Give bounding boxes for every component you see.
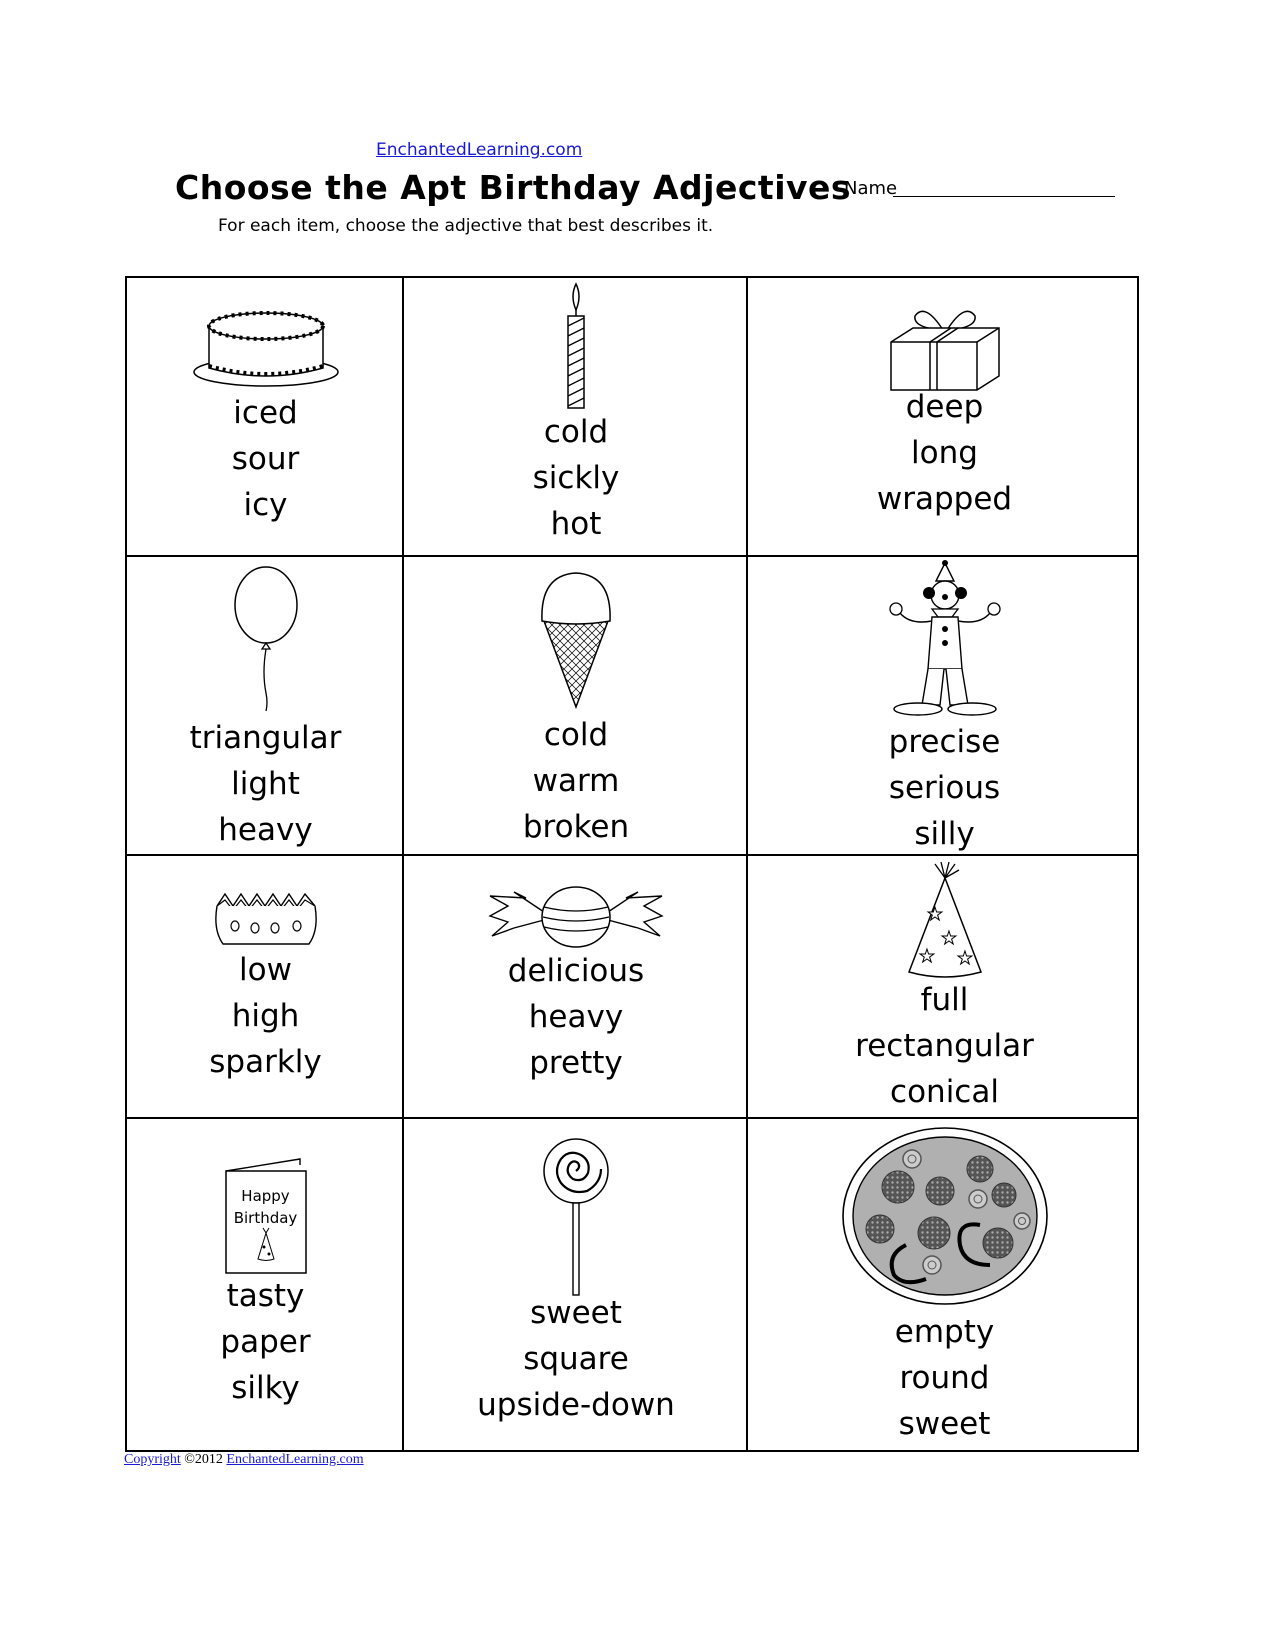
worksheet-grid bbox=[125, 276, 1139, 1452]
adjective-option[interactable]: sweet bbox=[898, 1406, 991, 1442]
adjective-option[interactable]: heavy bbox=[528, 999, 624, 1035]
adjective-option[interactable]: icy bbox=[243, 487, 288, 523]
adjective-option[interactable]: wrapped bbox=[876, 481, 1013, 517]
adjective-option[interactable]: sickly bbox=[532, 460, 620, 496]
balloon-icon bbox=[226, 563, 306, 713]
adjective-option[interactable]: delicious bbox=[507, 953, 645, 989]
adjective-option[interactable]: round bbox=[899, 1360, 990, 1396]
adjective-option[interactable]: conical bbox=[890, 1074, 999, 1110]
adjective-option[interactable]: long bbox=[911, 435, 978, 471]
ice-cream-cone-icon bbox=[536, 569, 616, 709]
adjective-choices bbox=[404, 948, 748, 1086]
adjective-choices bbox=[748, 719, 1141, 857]
site-link[interactable]: EnchantedLearning.com bbox=[376, 140, 583, 160]
adjective-option[interactable]: heavy bbox=[218, 812, 313, 848]
pizza-icon bbox=[840, 1125, 1050, 1307]
adjective-option[interactable]: cold bbox=[543, 414, 609, 450]
grid-cell bbox=[127, 1119, 404, 1452]
adjective-option[interactable]: full bbox=[920, 982, 969, 1018]
adjective-choices bbox=[127, 390, 404, 528]
adjective-option[interactable]: high bbox=[231, 998, 300, 1034]
birthday-card-icon bbox=[224, 1155, 308, 1275]
adjective-choices bbox=[127, 715, 404, 853]
grid-cell bbox=[127, 278, 404, 557]
adjective-option[interactable]: tasty bbox=[226, 1278, 305, 1314]
lollipop-icon bbox=[541, 1137, 611, 1297]
card-text-line: Birthday bbox=[233, 1209, 298, 1227]
svg-text:★: ★ bbox=[956, 948, 973, 969]
adjective-option[interactable]: pretty bbox=[529, 1045, 623, 1081]
name-line bbox=[893, 196, 1115, 197]
grid-cell bbox=[748, 557, 1141, 856]
adjective-option[interactable]: rectangular bbox=[855, 1028, 1034, 1064]
adjective-option[interactable]: broken bbox=[522, 809, 630, 845]
adjective-option[interactable]: empty bbox=[894, 1314, 995, 1350]
adjective-choices bbox=[404, 409, 748, 547]
adjective-choices bbox=[748, 1309, 1141, 1447]
svg-text:★: ★ bbox=[926, 904, 943, 925]
footer bbox=[124, 1452, 364, 1468]
adjective-option[interactable]: silly bbox=[914, 816, 975, 852]
adjective-option[interactable]: precise bbox=[888, 724, 1001, 760]
adjective-option[interactable]: square bbox=[523, 1341, 629, 1377]
grid-cell bbox=[404, 278, 748, 557]
adjective-option[interactable]: sweet bbox=[530, 1295, 622, 1331]
grid-cell bbox=[748, 278, 1141, 557]
crown-icon bbox=[211, 890, 321, 948]
grid-cell bbox=[748, 856, 1141, 1119]
card-text-line: Happy bbox=[241, 1187, 290, 1205]
page-title: Choose the Apt Birthday Adjectives bbox=[175, 168, 852, 207]
cake-icon bbox=[191, 300, 341, 400]
party-hat-icon bbox=[905, 860, 985, 984]
copyright-link[interactable]: Copyright bbox=[124, 1452, 181, 1467]
adjective-option[interactable]: silky bbox=[231, 1370, 300, 1406]
adjective-option[interactable]: sparkly bbox=[209, 1044, 322, 1080]
adjective-choices bbox=[127, 1273, 404, 1411]
copyright-year: ©2012 bbox=[184, 1452, 223, 1467]
footer-site-link[interactable]: EnchantedLearning.com bbox=[226, 1452, 364, 1467]
svg-text:★: ★ bbox=[940, 928, 957, 949]
adjective-option[interactable]: sour bbox=[231, 441, 300, 477]
name-label: Name bbox=[844, 178, 898, 199]
adjective-option[interactable]: upside-down bbox=[477, 1387, 675, 1423]
adjective-option[interactable]: warm bbox=[532, 763, 620, 799]
adjective-choices bbox=[127, 947, 404, 1085]
grid-cell bbox=[404, 557, 748, 856]
adjective-option[interactable]: iced bbox=[233, 395, 298, 431]
adjective-choices bbox=[404, 712, 748, 850]
adjective-option[interactable]: triangular bbox=[189, 720, 342, 756]
adjective-option[interactable]: deep bbox=[905, 389, 984, 425]
candle-icon bbox=[556, 282, 596, 412]
instructions: For each item, choose the adjective that best describes it. bbox=[218, 216, 714, 236]
clown-icon bbox=[880, 559, 1010, 719]
adjective-option[interactable]: low bbox=[239, 952, 292, 988]
grid-cell bbox=[404, 856, 748, 1119]
adjective-option[interactable]: cold bbox=[543, 717, 609, 753]
gift-box-icon bbox=[885, 302, 1005, 392]
adjective-choices bbox=[404, 1290, 748, 1428]
adjective-option[interactable]: serious bbox=[888, 770, 1001, 806]
adjective-option[interactable]: paper bbox=[220, 1324, 311, 1360]
adjective-choices bbox=[748, 977, 1141, 1115]
grid-cell bbox=[127, 557, 404, 856]
grid-cell bbox=[748, 1119, 1141, 1452]
adjective-option[interactable]: light bbox=[231, 766, 300, 802]
grid-cell bbox=[127, 856, 404, 1119]
grid-cell bbox=[404, 1119, 748, 1452]
svg-text:★: ★ bbox=[918, 946, 935, 967]
adjective-option[interactable]: hot bbox=[550, 506, 602, 542]
adjective-choices bbox=[748, 384, 1141, 522]
wrapped-candy-icon bbox=[486, 882, 666, 952]
